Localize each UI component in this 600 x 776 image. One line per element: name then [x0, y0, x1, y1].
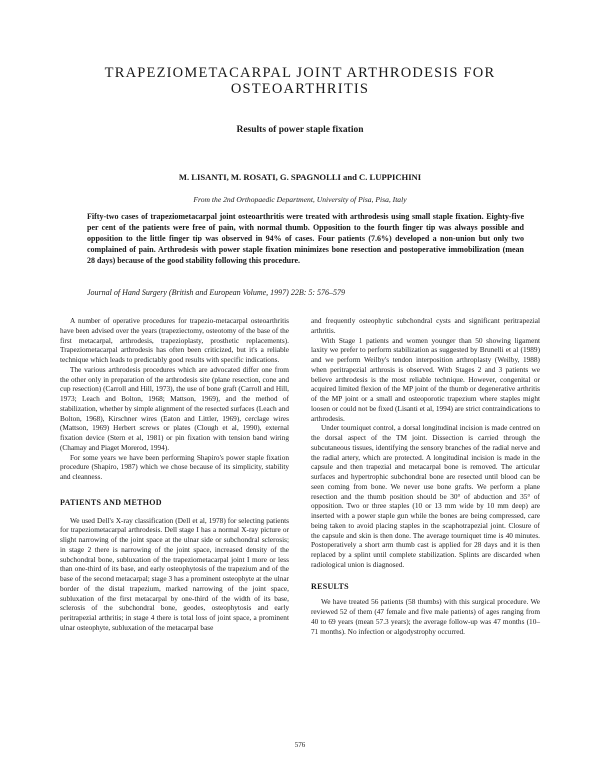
article-title [60, 65, 540, 97]
journal-citation: Journal of Hand Surgery (British and European Volume, 1997) 22B: 5: 576–579 [87, 288, 346, 297]
body-paragraph: A number of operative procedures for trapezio-metacarpal osteoarthritis have been advised over the years (trapeziectomy, osteotomy of the base of the first metacarpal, arthrodesis, trapezioplasty, prosthetic replacements). Trapeziometacarpal arthrodesis has often been criticized, but it's a reliable technique which leads to predictably good results with specific indications. [60, 316, 289, 364]
body-paragraph: and frequently osteophytic subchondral cysts and significant peritrapezial arthritis. [311, 316, 540, 335]
left-text-column [60, 316, 289, 633]
author-list: M. LISANTI, M. ROSATI, G. SPAGNOLLI and C. LUPPICHINI [178, 172, 422, 182]
page-number: 576 [294, 741, 306, 749]
body-paragraph: With Stage 1 patients and women younger than 50 showing ligament laxity we prefer to perform stabilization as suggested by Brunelli et al (1989) and we perform Weilby's tendon interposition arthroplasty (Weilby, 1988) when peritrapezial arthrosis is observed. With Stages 2 and 3 patients we believe arthrodesis is the most reliable technique. However, congenital or acquired limited flexion of the MP joint of the thumb or degenerative arthritis of the MP joint or a small and osteoporotic trapezium where staples might loosen or could not be fixed (Lisanti et al, 1994) are strict contraindications to arthrodesis. [311, 335, 540, 423]
body-paragraph: For some years we have been performing Shapiro's power staple fixation procedure (Shapiro, 1987) which we chose because of its simplicity, stability and cleanness. [60, 452, 289, 481]
section-heading-results: RESULTS [311, 581, 349, 591]
author-affiliation: From the 2nd Orthopaedic Department, University of Pisa, Pisa, Italy [193, 195, 407, 204]
body-paragraph: We have treated 56 patients (58 thumbs) with this surgical procedure. We reviewed 52 of them (47 female and five male patients) of ages ranging from 40 to 69 years (mean 57.3 years); the average follow-up was 47 months (10–71 months). No infection or algodystrophy occurred. [311, 597, 540, 636]
body-paragraph: The various arthrodesis procedures which are advocated differ one from the other only in preparation of the arthrodesis site (plane resection, cone and cup resection) (Carroll and Hill, 1973), the use of bone graft (Carroll and Hill, 1973; Leach and Bolton, 1968; Mattson, 1969), and the method of stabilization, whether by simple alignment of the resected surfaces (Leach and Bolton, 1968), Kirschner wires (Eaton and Littler, 1969), cerclage wires (Mattson, 1969) Herbert screws or plates (Clough et al, 1990), external fixation device (Stern et al, 1981) or pin fixation with tension band wiring (Chamay and Piaget Morerod, 1994). [60, 364, 289, 452]
article-title-line-2: OSTEOARTHRITIS [230, 81, 370, 97]
section-heading-patients-method: PATIENTS AND METHOD [60, 497, 162, 507]
body-paragraph: We used Dell's X-ray classification (Dell et al, 1978) for selecting patients for trapeziometacarpal arthrodesis. Dell stage I has a normal X-ray picture or slight narrowing of the joint space at the ulnar side or subchondral sclerosis; in stage 2 there is narrowing of the joint space, increased density of the subchondral bone, subluxation of the trapeziometacarpal joint I more or less than one-third of its base, and early osteophytosis of the trapezium and of the base of the second metacarpal; stage 3 has a prominent osteophyte at the ulnar border of the distal trapezium, marked narrowing of the joint space, subluxation of the first metacarpal by one-third of the width of its base, sclerosis of the subchondral bone, geodes, osteophytosis and early peritrapezial arthritis; in stage 4 there is total loss of joint space, a prominent ulnar osteophyte, subluxation of the metacarpal base [60, 515, 289, 632]
article-subtitle: Results of power staple fixation [236, 125, 364, 135]
article-title-line-1: TRAPEZIOMETACARPAL JOINT ARTHRODESIS FOR [104, 65, 496, 81]
body-paragraph: Under tourniquet control, a dorsal longitudinal incision is made centred on the dorsal aspect of the TM joint. Dissection is carried through the subcutaneous tissues, identifying the sensory branches of the radial nerve and the radial artery, which are protected. A longitudinal incision is made in the capsule and then trapezial and metacarpal bone is removed. The articular surfaces and hypertrophic subchondral bone are resected until blood can be seen coming from bone. We never use bone grafts. We perform a plane resection and the thumb position should be 30° of abduction and 35° of opposition. Two or three staples (10 or 13 mm wide by 10 mm deep) are inserted with a power staple gun while the bones are being compressed, care being taken to avoid placing staples in the scaphotrapezial joint. Closure of the capsule and skin is then done. The average tourniquet time is 40 minutes. Postoperatively a short arm thumb cast is applied for 28 days and it is then replaced by a splint until complete stabilization. Splints are discarded when radiological union is diagnosed. [311, 423, 540, 569]
right-text-column [311, 316, 540, 636]
abstract: Fifty-two cases of trapeziometacarpal joint osteoarthritis were treated with arthrodesis using small staple fixation. Eighty-five per cent of the patients were free of pain, with normal thumb. Opposition to the fourth finger tip was always possible and opposition to the little finger tip was observed in 94% of cases. Four patients (7.6%) developed a non-union but only two complained of pain. Arthrodesis with power staple fixation minimizes bone resection and postoperative immobilization (mean 28 days) because of the good stability following this procedure. [87, 212, 524, 265]
